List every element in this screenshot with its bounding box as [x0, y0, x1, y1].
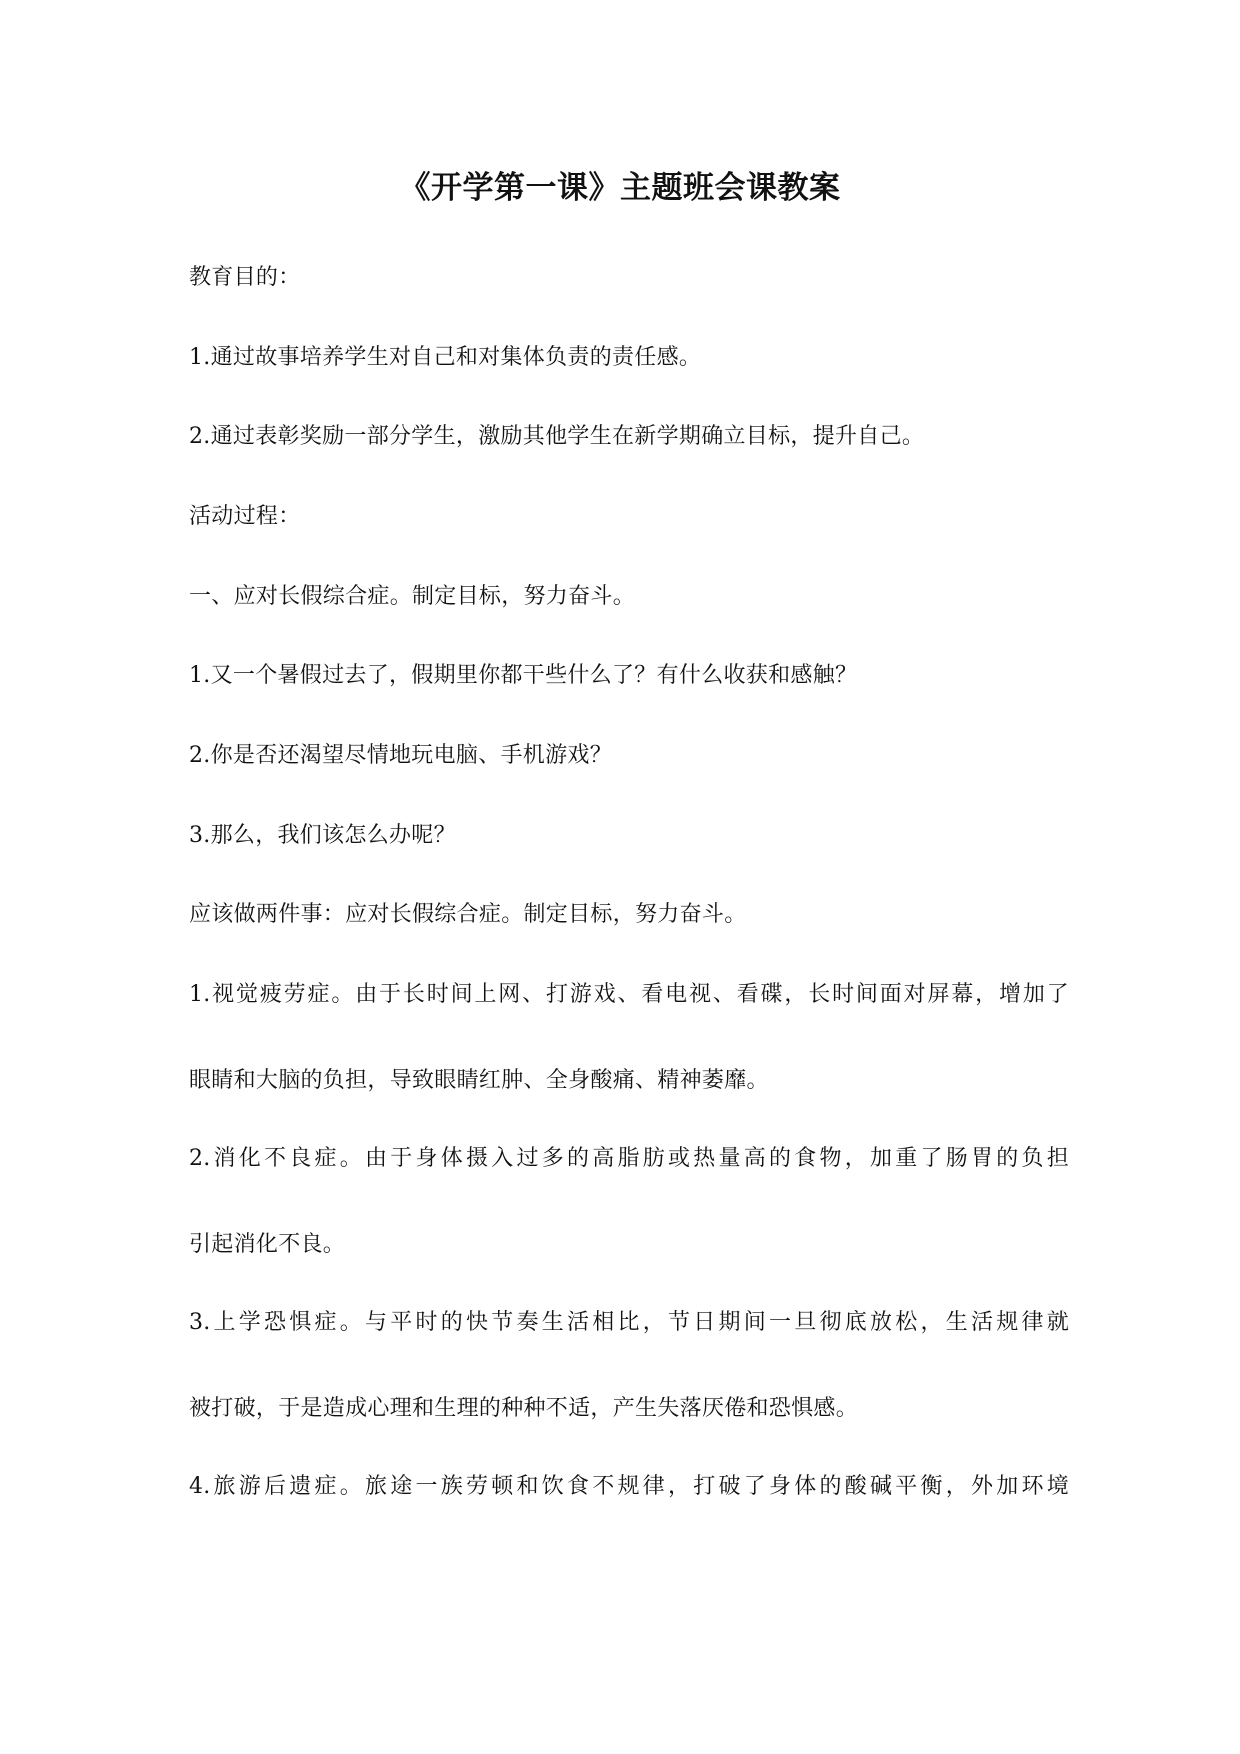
heading-education-goals: 教育目的：: [189, 265, 301, 290]
paragraph-line: 4.旅游后遗症。旅途一族劳顿和饮食不规律，打破了身体的酸碱平衡，外加环境: [189, 1474, 1069, 1499]
paragraph-line: 2.你是否还渴望尽情地玩电脑、手机游戏？: [189, 743, 612, 768]
paragraph-line: 1.视觉疲劳症。由于长时间上网、打游戏、看电视、看碟，长时间面对屏幕，增加了: [189, 982, 1069, 1007]
paragraph-line: 2.通过表彰奖励一部分学生，激励其他学生在新学期确立目标，提升自己。: [189, 424, 925, 449]
heading-activity-process: 活动过程：: [189, 504, 301, 529]
paragraph-line: 1.通过故事培养学生对自己和对集体负责的责任感。: [189, 345, 702, 370]
paragraph-line: 1.又一个暑假过去了，假期里你都干些什么了？有什么收获和感触？: [189, 663, 858, 688]
document-title: 《开学第一课》主题班会课教案: [399, 170, 841, 206]
paragraph-line: 应该做两件事：应对长假综合症。制定目标，努力奋斗。: [189, 902, 747, 927]
paragraph-line: 3.那么，我们该怎么办呢？: [189, 823, 456, 848]
paragraph-line: 引起消化不良。: [189, 1232, 346, 1257]
section-heading: 一、应对长假综合症。制定目标，努力奋斗。: [189, 584, 636, 609]
paragraph-line: 2.消化不良症。由于身体摄入过多的高脂肪或热量高的食物，加重了肠胃的负担: [189, 1146, 1069, 1171]
paragraph-line: 3.上学恐惧症。与平时的快节奏生活相比，节日期间一旦彻底放松，生活规律就: [189, 1310, 1069, 1335]
paragraph-line: 眼睛和大脑的负担，导致眼睛红肿、全身酸痛、精神萎靡。: [189, 1068, 769, 1093]
paragraph-line: 被打破，于是造成心理和生理的种种不适，产生失落厌倦和恐惧感。: [189, 1396, 859, 1421]
